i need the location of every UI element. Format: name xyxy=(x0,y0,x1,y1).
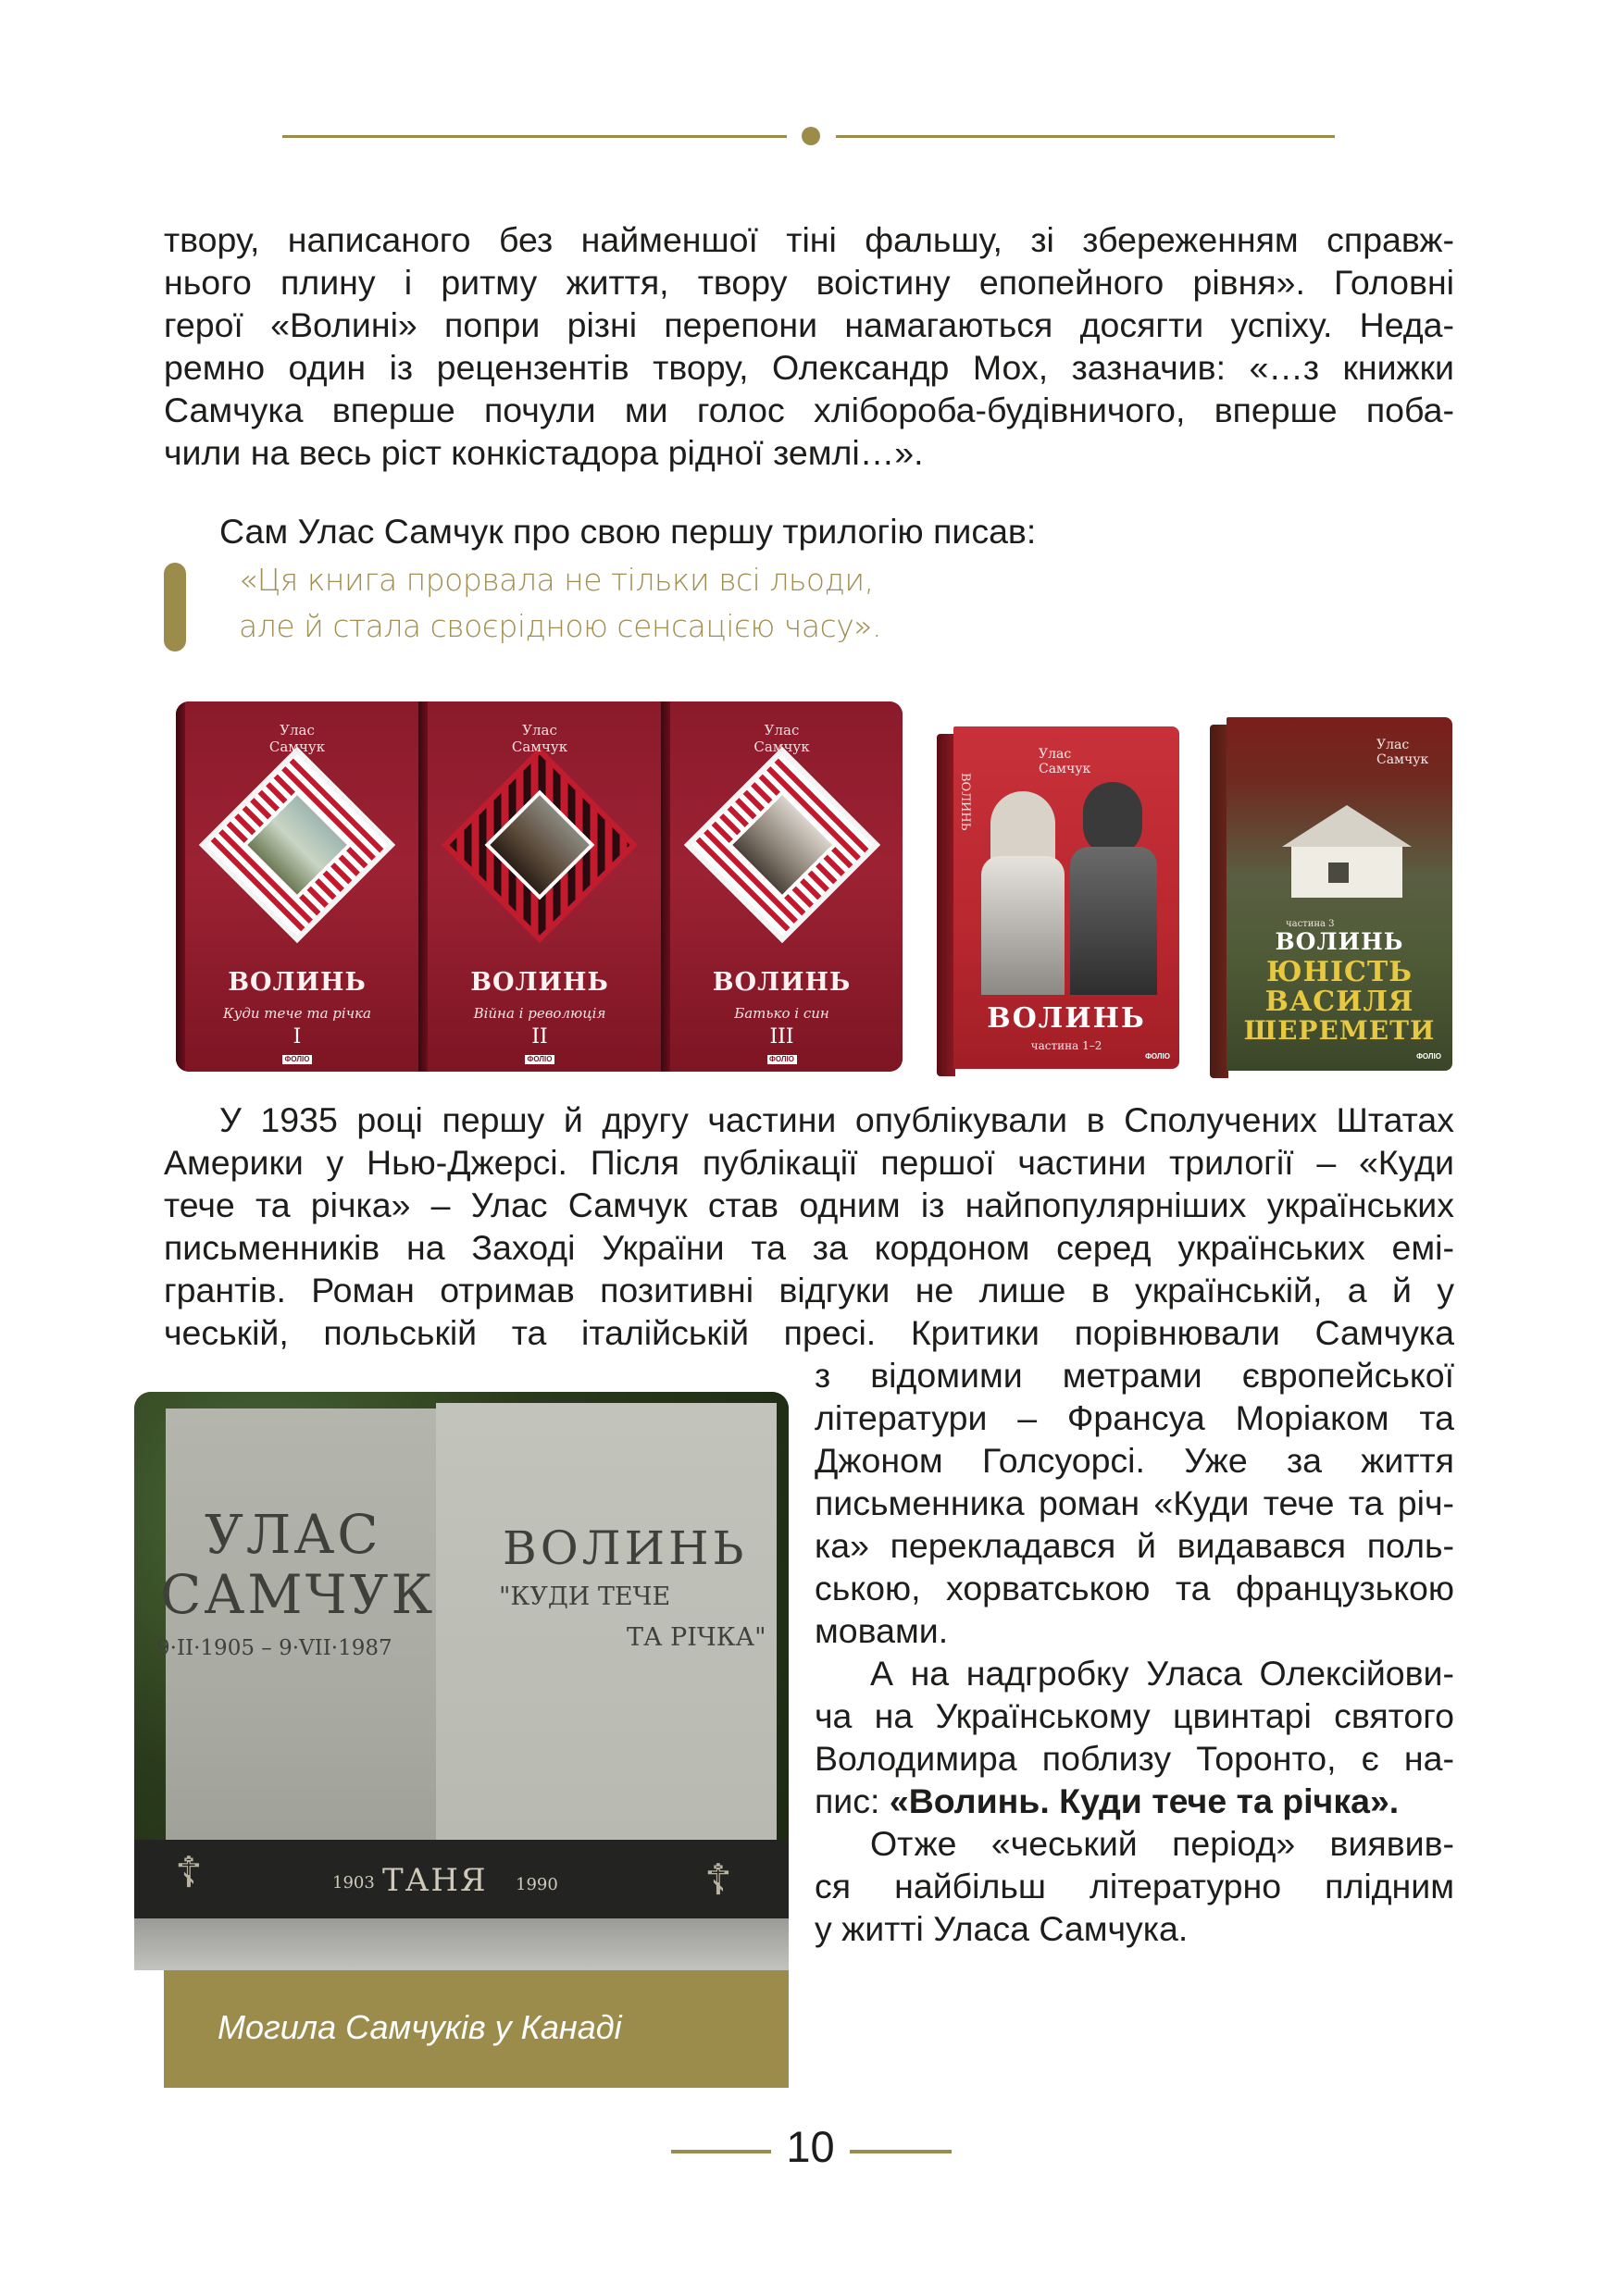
text-line: мовами. xyxy=(815,1611,949,1650)
text-line: У 1935 році першу й другу частини опублікували в Сполучених Штатах xyxy=(219,1100,1454,1139)
grave-dates: 9·II·1905 – 9·VII·1987 xyxy=(156,1636,392,1660)
book-cover-volume-2 xyxy=(418,701,661,1072)
grave-book-subtitle-1: "КУДИ ТЕЧЕ xyxy=(499,1582,671,1611)
text-line: з відомими метрами європейської xyxy=(815,1356,1454,1395)
text-line: А на надгробку Уласа Олексійови- xyxy=(870,1654,1454,1693)
gravestone-floor xyxy=(134,1918,789,1970)
book-cover-volume-3 xyxy=(661,701,903,1072)
book-volume: I xyxy=(293,1025,302,1049)
quote-intro xyxy=(219,510,1330,552)
paragraph-4 xyxy=(815,1822,1454,1950)
orthodox-cross-icon: ☦ xyxy=(704,1855,732,1905)
book-title: ВОЛИНЬ xyxy=(712,968,852,997)
text-line: літератури – Франсуа Моріаком та xyxy=(815,1398,1454,1437)
book-subtitle: Куди тече та річка xyxy=(223,1005,371,1022)
publisher-logo: ФОЛІО xyxy=(1145,1052,1170,1061)
book-red-parts-1-2 xyxy=(937,726,1179,1069)
grave-book-title: ВОЛИНЬ xyxy=(503,1521,748,1575)
grave-book-subtitle-2: ТА РІЧКА" xyxy=(627,1623,766,1652)
paragraph-2-continued xyxy=(815,1354,1454,1652)
footer-rule-left xyxy=(671,2150,771,2153)
book-title: ВОЛИНЬ xyxy=(228,968,367,997)
book-spine-title: ВОЛИНЬ xyxy=(958,773,972,831)
base-name: ТАНЯ xyxy=(382,1862,488,1899)
base-year-left: 1903 xyxy=(332,1873,375,1893)
text-line: письменника роман «Куди тече та річ- xyxy=(815,1483,1454,1522)
orthodox-cross-icon: ☦ xyxy=(175,1847,203,1897)
inscription-bold: «Волинь. Куди тече та річка». xyxy=(889,1781,1400,1820)
text-line: Сам Улас Самчук про свою першу трилогію писав: xyxy=(219,512,1037,551)
text-line: Джоном Голсуорсі. Уже за життя xyxy=(815,1441,1454,1480)
book-subtitle: частина 1–2 xyxy=(1030,1039,1102,1052)
header-ornament-dot xyxy=(802,127,820,145)
publisher-logo: ФОЛІО xyxy=(1416,1052,1441,1061)
text-line: Володимира поблизу Торонто, є на- xyxy=(815,1739,1454,1778)
text-line: нього плину і ритму життя, твору воістину епопейного рівня». Головні xyxy=(164,263,1454,302)
book-author: Улас Самчук xyxy=(268,722,326,755)
trilogy-books-image xyxy=(176,701,903,1072)
book-cover-volume-1 xyxy=(176,701,418,1072)
text-line: ся найбільш літературно плідним xyxy=(815,1867,1454,1905)
text-line: ською, хорватською та французькою xyxy=(815,1569,1454,1607)
quote-line: «Ця книга прорвала не тільки всі льоди, xyxy=(239,562,874,598)
text-line: Самчука вперше почули ми голос хлібороба-будівничого, вперше поба- xyxy=(164,391,1454,429)
quote-bar xyxy=(164,563,186,652)
book-author: Улас Самчук xyxy=(1376,738,1429,767)
book-volume: III xyxy=(769,1025,794,1049)
book-author: Улас Самчук xyxy=(511,722,568,755)
cottage-illustration xyxy=(1273,805,1421,898)
quote xyxy=(239,557,881,650)
text-line: у житті Уласа Самчука. xyxy=(815,1909,1189,1948)
book-subtitle: Війна і революція xyxy=(473,1005,606,1022)
grave-photo xyxy=(134,1392,789,1970)
book-subtitle-line: ШЕРЕМЕТИ xyxy=(1243,1015,1436,1046)
publisher-logo: ФОЛІО xyxy=(767,1055,797,1064)
quote-line: але й стала своєрідною сенсацією часу». xyxy=(239,608,881,644)
page-number: 10 xyxy=(786,2122,835,2171)
text-line: тече та річка» – Улас Самчук став одним із найпопулярніших українських xyxy=(164,1185,1454,1224)
grave-name-line-2: САМЧУК xyxy=(160,1563,436,1626)
text-fragment: пис: xyxy=(815,1781,890,1820)
header-rule-right xyxy=(836,135,1335,138)
text-line: твору, написаного без найменшої тіні фальшу, зі збереженням справж- xyxy=(164,220,1454,259)
photo-caption: Могила Самчуків у Канаді xyxy=(218,2008,622,2046)
text-line: герої «Волині» попри різні перепони намагаються досягти успіху. Неда- xyxy=(164,305,1454,344)
couple-illustration xyxy=(981,782,1157,995)
publisher-logo: ФОЛІО xyxy=(525,1055,554,1064)
text-line: Америки у Нью-Джерсі. Після публікації першої частини трилогії – «Куди xyxy=(164,1143,1454,1182)
base-year-right: 1990 xyxy=(516,1875,558,1894)
book-author: Улас Самчук xyxy=(1039,747,1091,776)
paragraph-3 xyxy=(815,1652,1454,1822)
book-title: ВОЛИНЬ xyxy=(987,1002,1146,1035)
book-title: ВОЛИНЬ xyxy=(470,968,609,997)
book-subtitle-line: ЮНІСТЬ xyxy=(1266,956,1413,988)
text-line: ремно один із рецензентів твору, Олександр Мох, зазначив: «…з книжки xyxy=(164,348,1454,387)
paragraph-2 xyxy=(164,1098,1454,1354)
footer-rule-right xyxy=(850,2150,952,2153)
book-green-part-3 xyxy=(1210,717,1452,1071)
text-line: ча на Українському цвинтарі святого xyxy=(815,1696,1454,1735)
text-line: чеській, польській та італійській пресі. Критики порівнювали Самчука xyxy=(164,1313,1454,1352)
book-part: частина 3 xyxy=(1286,919,1335,929)
text-line: грантів. Роман отримав позитивні відгуки не лише в українській, а й у xyxy=(164,1271,1454,1309)
text-line xyxy=(815,1780,1454,1822)
header-rule-left xyxy=(282,135,787,138)
paragraph-1 xyxy=(164,218,1454,474)
text-line: ка» перекладався й видавався поль- xyxy=(815,1526,1454,1565)
book-subtitle-line: ВАСИЛЯ xyxy=(1264,986,1414,1018)
book-volume: II xyxy=(531,1025,548,1049)
text-line: чили на весь ріст конкістадора рідної землі…». xyxy=(164,433,924,472)
text-line: письменників на Заході України та за кордоном серед українських емі- xyxy=(164,1228,1454,1267)
text-line: Отже «чеський період» виявив- xyxy=(870,1824,1454,1863)
publisher-logo: ФОЛІО xyxy=(282,1055,312,1064)
grave-name-line-1: УЛАС xyxy=(205,1503,381,1566)
book-author: Улас Самчук xyxy=(753,722,810,755)
book-title: ВОЛИНЬ xyxy=(1275,928,1404,955)
book-subtitle: Батько і син xyxy=(734,1005,829,1022)
